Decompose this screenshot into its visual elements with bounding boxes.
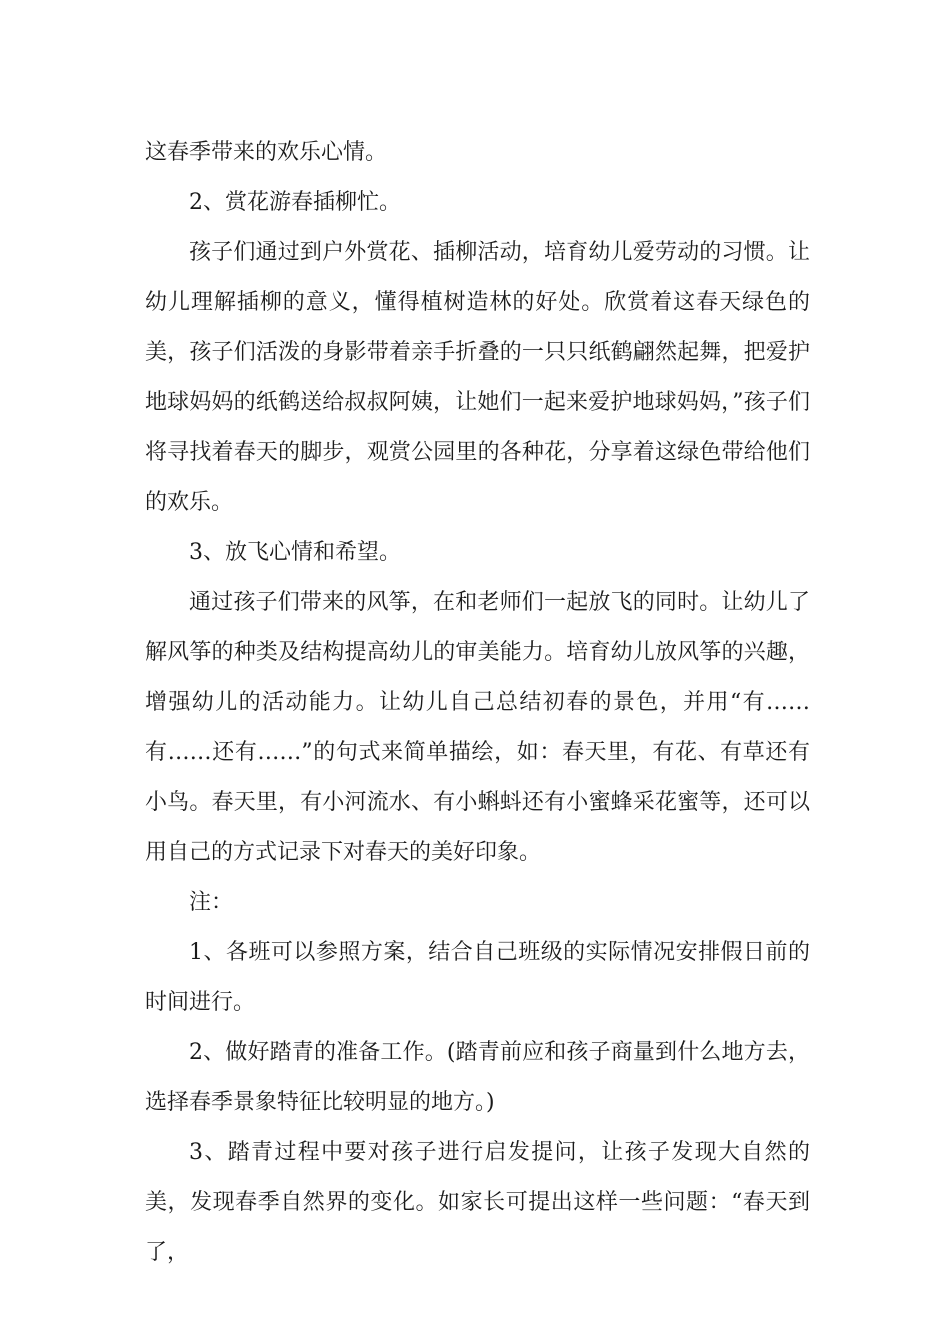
note-item-1: 1、各班可以参照方案，结合自己班级的实际情况安排假日前的时间进行。 <box>145 940 810 1015</box>
paragraph-continuation: 这春季带来的欢乐心情。 <box>145 140 388 165</box>
heading-3-fly-kites: 3、放飞心情和希望。 <box>189 540 401 565</box>
note-item-3: 3、踏青过程中要对孩子进行启发提问，让孩子发现大自然的美，发现春季自然界的变化。如家长可提出这样一些问题：“春天到了， <box>145 1140 810 1265</box>
heading-2-enjoy-flowers: 2、赏花游春插柳忙。 <box>189 190 401 215</box>
paragraph-kites: 通过孩子们带来的风筝，在和老师们一起放飞的同时。让幼儿了解风筝的种类及结构提高幼儿的审美能力。培育幼儿放风筝的兴趣，增强幼儿的活动能力。让幼儿自己总结初春的景色，并用“有……有……还有……”的句式来简单描绘，如：春天里，有花、有草还有小鸟。春天里，有小河流水、有小蝌蚪还有小蜜蜂采花蜜等，还可以用自己的方式记录下对春天的美好印象。 <box>145 590 810 865</box>
note-item-2: 2、做好踏青的准备工作。(踏青前应和孩子商量到什么地方去，选择春季景象特征比较明显的地方。) <box>145 1040 810 1115</box>
document-body <box>145 128 810 1278</box>
paragraph-flowers-willow: 孩子们通过到户外赏花、插柳活动，培育幼儿爱劳动的习惯。让幼儿理解插柳的意义，懂得植树造林的好处。欣赏着这春天绿色的美，孩子们活泼的身影带着亲手折叠的一只只纸鹤翩然起舞，把爱护地球妈妈的纸鹤送给叔叔阿姨，让她们一起来爱护地球妈妈，”孩子们将寻找着春天的脚步，观赏公园里的各种花，分享着这绿色带给他们的欢乐。 <box>145 240 810 515</box>
note-label: 注： <box>189 890 234 915</box>
